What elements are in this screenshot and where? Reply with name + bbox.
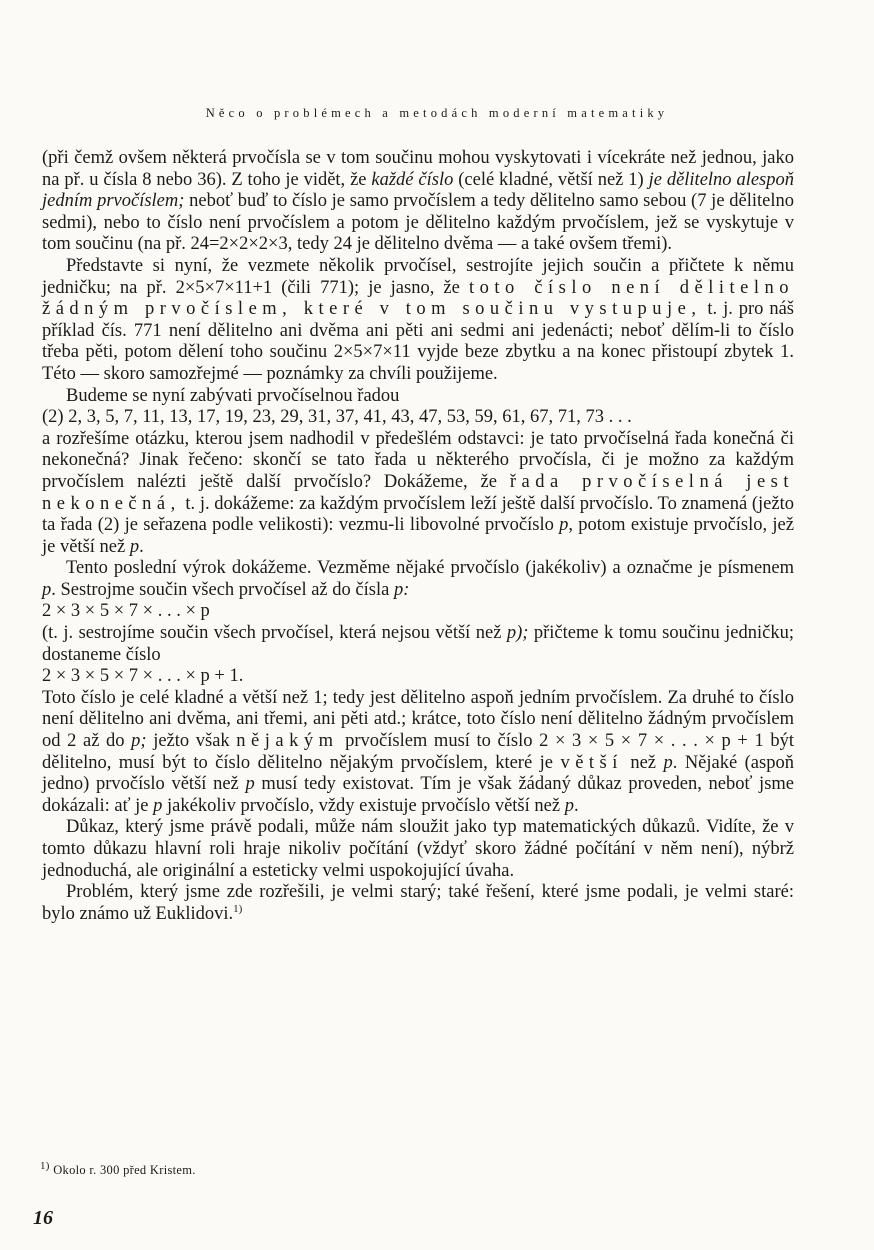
paragraph-7: (t. j. sestrojíme součin všech prvočísel, která nejsou větší než p); přičteme k tomu součinu jedničku; dostaneme číslo [42,623,794,665]
spaced-emphasis: nějakým [236,731,339,752]
prime-sequence: (2) 2, 3, 5, 7, 11, 13, 17, 19, 23, 29, 31, 37, 41, 43, 47, 53, 59, 61, 67, 71, 73 . . . [42,407,632,428]
spaced-emphasis: větší [560,752,623,773]
paragraph-5: a rozřešíme otázku, kterou jsem nadhodil v předešlém odstavci: je tato prvočíselná řada konečná či nekonečná? Jinak řečeno: skončí se tato řada u některého prvočísla, či je možno za každým prvočíslem nalézti ještě další prvočíslo? Dokážeme, že řada prvočíselná jest nekonečná, t. j. dokážeme: za každým prvočíslem leží ještě další prvočíslo. To znamená (ježto ta řada (2) je seřazena podle velikosti): vezmu-li libovolné prvočíslo p, potom existuje prvočíslo, jež je větší než p. [42,428,794,557]
paragraph-10: Problém, který jsme zde rozřešili, je velmi starý; také řešení, které jsme podali, je velmi staré: bylo známo už Euklidovi.$^{1)}$ [42,882,794,924]
footnote-text: Okolo r. 300 před Kristem. [53,1163,196,1177]
spaced-emphasis: toto číslo není dělitelno žádným prvočíslem, které v tom součinu vystupuje, [42,277,794,320]
paragraph-2: Představte si nyní, že vezmete několik prvočísel, sestrojíte jejich součin a přičtete k němu jedničku; na př. 2×5×7×11+1 (čili 771); je jasno, že toto číslo není dělitelno žádným prvočíslem, které v tom součinu vystupuje, t. j. pro náš příklad čís. 771 není dělitelno ani dvěma ani pěti ani sedmi ani jedenácti; neboť dělím-li to číslo třeba pěti, potom dělení toho součinu 2×5×7×11 vyjde beze zbytku a na konec přistoupí zbytek 1. Této — skoro samozřejmé — poznámky za chvíli použijeme. [42,255,794,384]
formula-product: 2 × 3 × 5 × 7 × . . . × p [42,601,210,622]
formula-product-plus-one: 2 × 3 × 5 × 7 × . . . × p + 1. [42,666,244,687]
page-number: 16 [33,1207,53,1229]
paragraph-3: Budeme se nyní zabývati prvočíselnou řadou [66,385,400,406]
paragraph-8: Toto číslo je celé kladné a větší než 1; tedy jest dělitelno aspoň jedním prvočíslem. Za druhé to číslo není dělitelno ani dvěma, ani třemi, ani pěti atd.; krátce, toto číslo není dělitelno žádným prvočíslem od 2 až do p; ježto však nějakým prvočíslem musí to číslo 2 × 3 × 5 × 7 × . . . × p + 1 být dělitelno, musí být to číslo dělitelno nějakým prvočíslem, které je větší než p. Nějaké (aspoň jedno) prvočíslo větší než p musí tedy existovat. Tím je však žádaný důkaz proveden, neboť jsme dokázali: ať je p jakékoliv prvočíslo, vždy existuje prvočíslo větší než p. [42,687,794,816]
paragraph-6: Tento poslední výrok dokážeme. Vezměme nějaké prvočíslo (jakékoliv) a označme je písmenem p. Sestrojme součin všech prvočísel až do čísla p: [42,558,794,600]
footnote-mark: 1) [40,1159,50,1172]
page-body [42,148,794,925]
paragraph-9: Důkaz, který jsme právě podali, může nám sloužit jako typ matematických důkazů. Vidíte, že v tomto důkazu hlavní roli hraje nikoliv počítání (vždyť skoro žádné počítání v něm není), nýbrž jednoduchá, ale originální a esteticky velmi uspokojující úvaha. [42,817,794,881]
footnote-reference[interactable]: 1) [233,902,243,915]
running-header: Něco o problémech a metodách moderní matematiky [205,106,669,120]
footnote [40,1159,196,1178]
spaced-emphasis: řada prvočíselná jest nekonečná, [42,471,794,514]
emphasis: každé číslo [371,169,454,190]
paragraph-1: (při čemž ovšem některá prvočísla se v tom součinu mohou vyskytovati i vícekráte než jednou, jako na př. u čísla 8 nebo 36). Z toho je vidět, že každé číslo (celé kladné, větší než 1) je dělitelno alespoň jedním prvočíslem; neboť buď to číslo je samo prvočíslem a tedy dělitelno samo sebou (7 je dělitelno sedmi), nebo to číslo není prvočíslem a potom je dělitelno každým prvočíslem, jež se vyskytuje v tom součinu (na př. 24=2×2×2×3, tedy 24 je dělitelno dvěma — a také ovšem třemi). [42,148,794,255]
emphasis: je dělitelno alespoň jedním prvočíslem; [42,169,794,212]
